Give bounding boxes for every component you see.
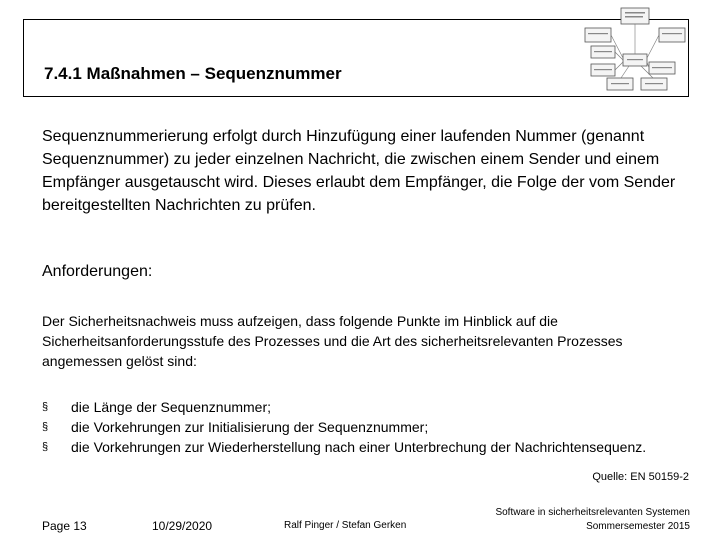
bullet-marker: § — [42, 421, 49, 433]
process-model-diagram — [583, 6, 687, 94]
requirements-list — [42, 397, 682, 457]
footer-date: 10/29/2020 — [152, 519, 213, 533]
source-citation: Quelle: EN 50159-2 — [592, 471, 689, 483]
diagram-box-left-top — [585, 28, 611, 42]
page-number: Page 13 — [42, 519, 87, 533]
list-item — [42, 437, 682, 457]
list-item-text: die Länge der Sequenznummer; — [71, 399, 272, 415]
footer-authors: Ralf Pinger / Stefan Gerken — [284, 520, 407, 531]
intro-paragraph: Sequenznummerierung erfolgt durch Hinzufügung einer laufenden Nummer (genannt Sequenznummer) zu jeder einzelnen Nachricht, die zwischen einem Sender und einem Empfänger ausgetauscht wird. Dieses erlaubt dem Empfänger, die Folge der vom Sender bereitgestellten Nachrichten zu prüfen. — [42, 128, 676, 214]
diagram-box-right-top — [659, 28, 685, 42]
requirements-heading: Anforderungen: — [42, 263, 153, 280]
bullet-marker: § — [42, 401, 49, 413]
bullet-marker: § — [42, 441, 49, 453]
list-item-text: die Vorkehrungen zur Initialisierung der Sequenznummer; — [71, 419, 429, 435]
course-title: Software in sicherheitsrelevanten Systemen — [495, 507, 690, 518]
footer-course — [495, 506, 690, 534]
slide-title: 7.4.1 Maßnahmen – Sequenznummer — [44, 64, 342, 83]
list-item-text: die Vorkehrungen zur Wiederherstellung nach einer Unterbrechung der Nachrichtensequenz. — [71, 439, 647, 455]
list-item — [42, 397, 682, 417]
course-semester: Sommersemester 2015 — [586, 521, 690, 532]
requirements-text: Der Sicherheitsnachweis muss aufzeigen, dass folgende Punkte im Hinblick auf die Sicherheitsanforderungsstufe des Prozesses und die Art des sicherheitsrelevanten Prozesses angemessen gelöst sind: — [42, 313, 623, 369]
list-item — [42, 417, 682, 437]
